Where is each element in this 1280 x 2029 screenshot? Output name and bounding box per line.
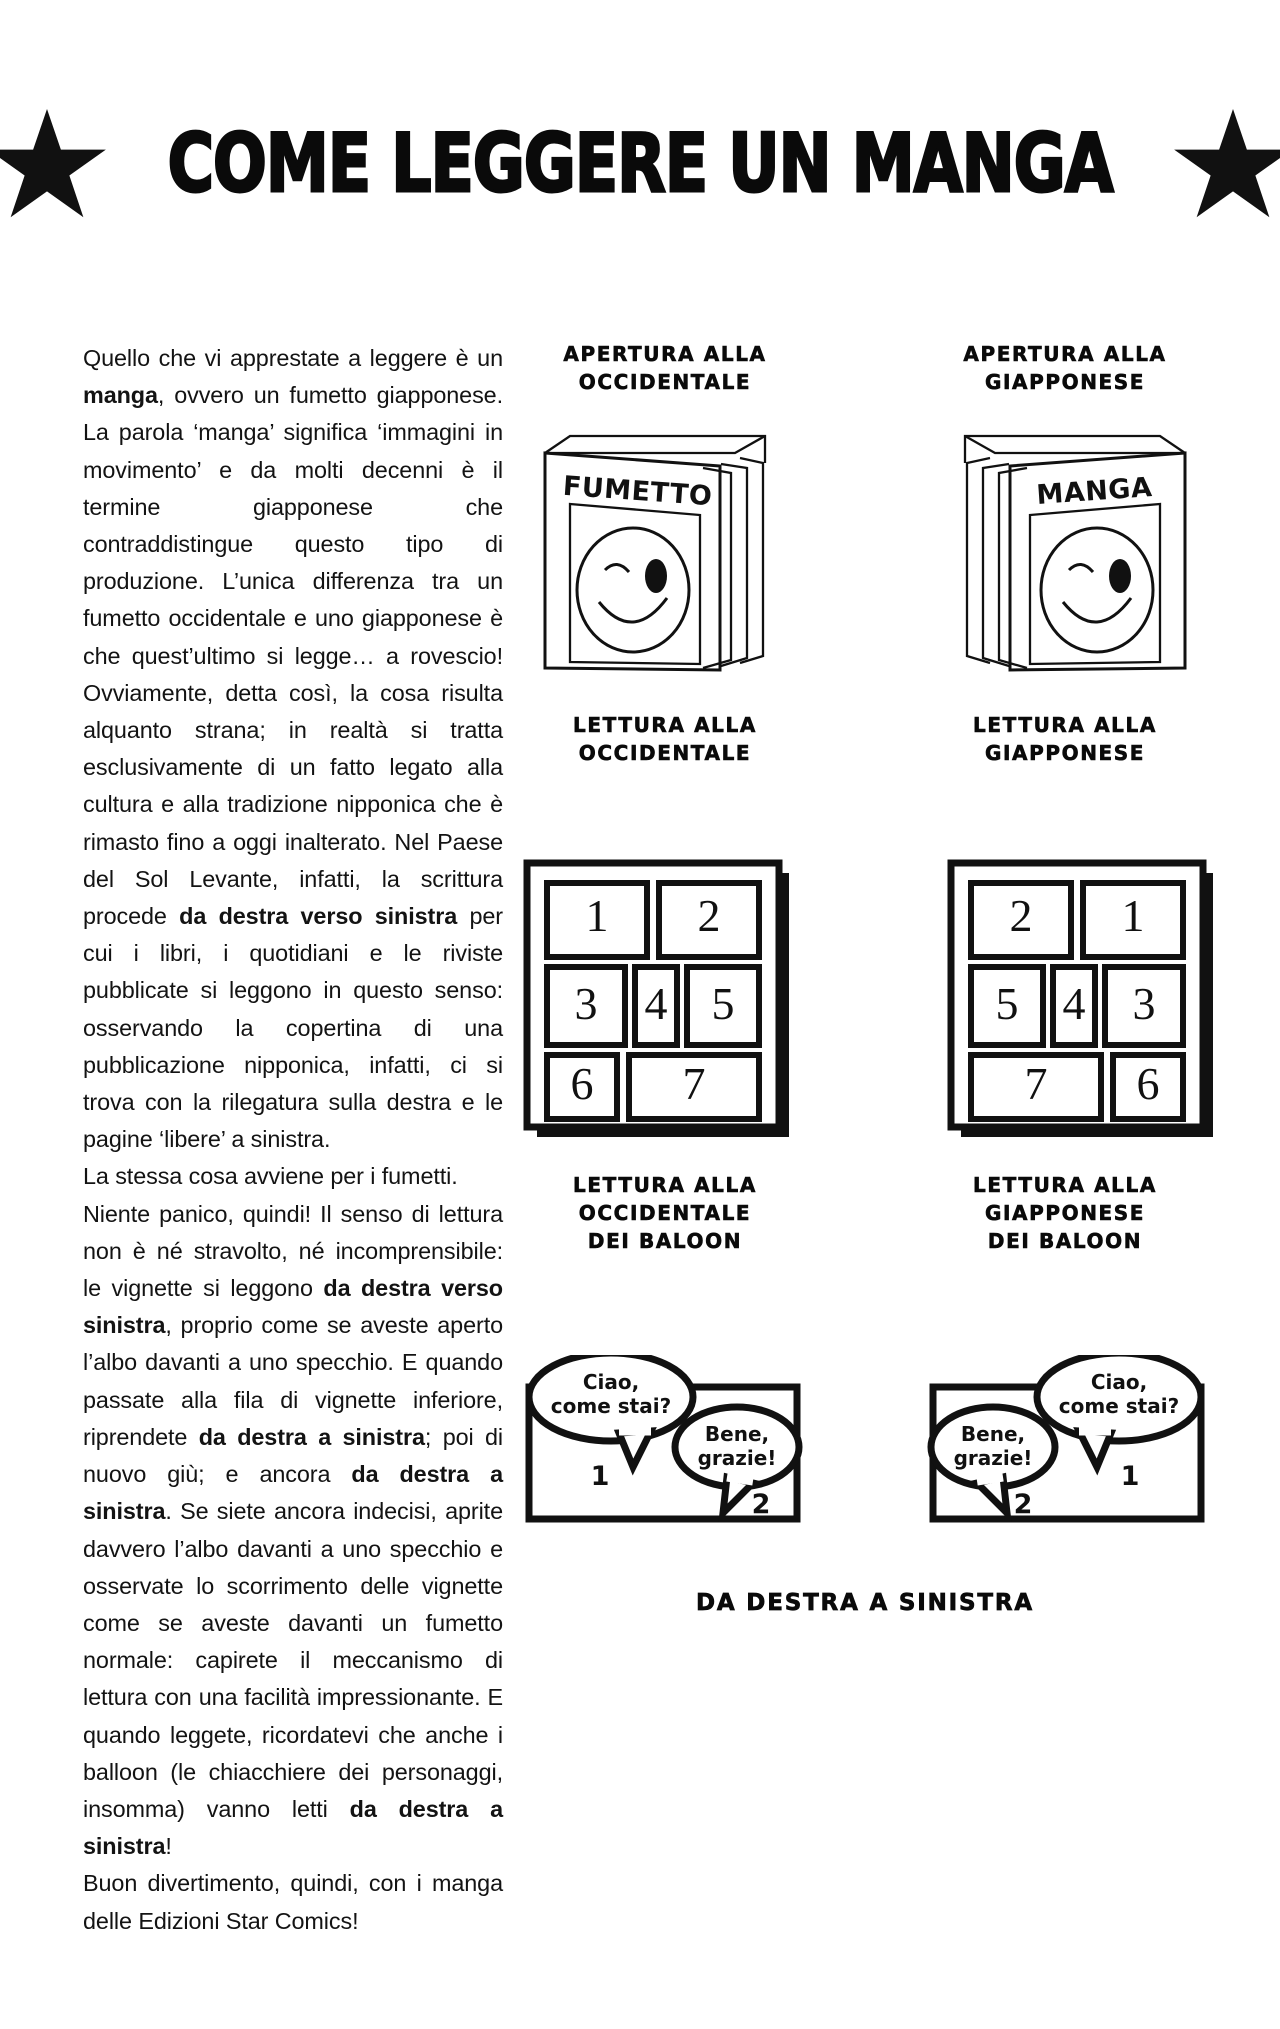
balloon-order-number: 1: [590, 1461, 610, 1492]
balloon-examples-row: [515, 1355, 1215, 1530]
balloon-text-line: Ciao,: [1090, 1370, 1148, 1394]
panel-number: 6: [570, 1058, 594, 1109]
balloon-order-number: 2: [1013, 1489, 1033, 1520]
panel-grid-captions-row: [515, 1171, 1215, 1255]
article-text-column: [83, 340, 503, 1940]
book-illustrations-row: [515, 418, 1215, 693]
balloon-panel-japanese: [915, 1355, 1215, 1530]
panel-number: 3: [574, 978, 598, 1029]
panel-number: 5: [995, 978, 1019, 1029]
text-run-bold: da destra a sinistra: [83, 1461, 503, 1525]
book-captions-row: [515, 711, 1215, 767]
caption-line: DEI BALOON: [587, 1229, 743, 1253]
heading-line: APERTURA ALLA: [563, 342, 767, 366]
balloon-text-line: grazie!: [697, 1446, 777, 1470]
text-run: . Se siete ancora indecisi, aprite davvero l’albo davanti a uno specchio e osservate lo scorrimento delle vignette come se aveste davanti un fumetto normale: capirete il meccanismo di lettura con una facilità impressionante. E quando leggete, ricordatevi che anche i balloon (le chiacchiere dei personaggi, insomma) vanno letti: [83, 1498, 503, 1822]
text-run: , proprio come se aveste aperto l’albo davanti a uno specchio. E quando passate alla fila di vignette inferiore, riprendete: [83, 1312, 503, 1450]
panel-grid-western: [515, 857, 815, 1147]
caption-reading-western: [515, 711, 815, 767]
panel-number: 4: [1062, 978, 1086, 1029]
text-run: La stessa cosa avviene per i fumetti.: [83, 1163, 458, 1190]
panel-number: 7: [682, 1058, 706, 1109]
page-title-bar: [0, 100, 1280, 230]
caption-line: GIAPPONESE: [984, 1201, 1146, 1225]
panel-number: 6: [1136, 1058, 1160, 1109]
balloon-text-line: Bene,: [704, 1422, 770, 1446]
panel-number: 1: [585, 890, 609, 941]
caption-balloon-western: [515, 1171, 815, 1255]
balloon-text-line: grazie!: [953, 1446, 1033, 1470]
bottom-caption: DA DESTRA A SINISTRA: [696, 1590, 1034, 1616]
caption-line: GIAPPONESE: [984, 741, 1146, 765]
heading-line: APERTURA ALLA: [963, 342, 1167, 366]
book-illustration-japanese: [915, 418, 1215, 693]
panel-number: 1: [1121, 890, 1145, 941]
text-run-bold: da destra a sinistra: [198, 1423, 425, 1450]
book-cover-title-japanese: MANGA: [1035, 472, 1154, 512]
heading-opening-japanese: [915, 340, 1215, 396]
panel-number: 3: [1132, 978, 1156, 1029]
text-run-bold: da destra verso sinistra: [83, 1275, 503, 1339]
text-run: , ovvero un fumetto giapponese. La parola ‘manga’ significa ‘immagini in movimento’ e da molti decenni è il termine giapponese che contraddistingue questo tipo di produzione. L’unica differenza tra un fumetto occidentale e uno giapponese è che quest’ultimo si legge… a rovescio! Ovviamente, detta così, la cosa risulta alquanto strana; in realtà si tratta esclusivamente di un fatto legato alla cultura e alla tradizione nipponica che è rimasto fino a oggi inalterato. Nel Paese del Sol Levante, infatti, la scrittura procede: [83, 382, 503, 930]
balloon-order-number: 2: [751, 1489, 771, 1520]
text-run-bold: da destra a sinistra: [83, 1795, 503, 1860]
page-title: COME LEGGERE UN MANGA: [167, 117, 1113, 212]
caption-balloon-japanese: [915, 1171, 1215, 1255]
article-paragraph: [83, 340, 503, 1940]
heading-opening-western: [515, 340, 815, 396]
heading-line: GIAPPONESE: [984, 370, 1146, 394]
text-run: ; poi di nuovo giù; e ancora: [83, 1423, 503, 1488]
star-icon-right: [1174, 109, 1280, 222]
balloon-panel-western: [515, 1355, 815, 1530]
caption-line: DEI BALOON: [987, 1229, 1143, 1253]
caption-line: LETTURA ALLA: [573, 1173, 757, 1197]
book-illustration-western: [515, 418, 815, 693]
balloon-text-line: come stai?: [550, 1394, 672, 1418]
text-run: Niente panico, quindi! Il senso di lettura non è né stravolto, né incomprensibile: le vignette si leggono: [83, 1200, 503, 1302]
caption-line: OCCIDENTALE: [578, 1201, 752, 1225]
heading-line: OCCIDENTALE: [578, 370, 752, 394]
panel-number: 5: [711, 978, 735, 1029]
text-run: !: [165, 1833, 172, 1860]
balloon-text-line: come stai?: [1058, 1394, 1180, 1418]
book-cover-title-western: FUMETTO: [561, 470, 714, 513]
panel-number: 2: [697, 890, 721, 941]
caption-line: LETTURA ALLA: [973, 1173, 1157, 1197]
caption-reading-japanese: [915, 711, 1215, 767]
caption-line: LETTURA ALLA: [973, 713, 1157, 737]
text-run: per cui i libri, i quotidiani e le riviste pubblicate si leggono in questo senso: osservando la copertina di una pubblicazione nipponica, infatti, ci si trova con la rilegatura sulla destra e le pagine ‘libere’ a sinistra.: [83, 903, 503, 1153]
text-run: Buon divertimento, quindi, con i manga delle Edizioni Star Comics!: [83, 1870, 503, 1934]
text-run-bold: manga: [83, 382, 158, 409]
panel-number: 4: [644, 978, 668, 1029]
opening-headings-row: [515, 340, 1215, 396]
balloon-text-line: Ciao,: [582, 1370, 640, 1394]
balloon-text-line: Bene,: [960, 1422, 1026, 1446]
panel-grid-japanese: [915, 857, 1215, 1147]
caption-line: OCCIDENTALE: [578, 741, 752, 765]
star-icon-left: [0, 109, 106, 222]
balloon-order-number: 1: [1120, 1461, 1140, 1492]
panel-order-grids-row: [515, 857, 1215, 1147]
panel-number: 2: [1009, 890, 1033, 941]
text-run-bold: da destra verso sinistra: [179, 903, 458, 930]
figures-column: [515, 340, 1215, 1616]
caption-line: LETTURA ALLA: [573, 713, 757, 737]
text-run: Quello che vi apprestate a leggere è un: [83, 345, 503, 371]
panel-number: 7: [1024, 1058, 1048, 1109]
